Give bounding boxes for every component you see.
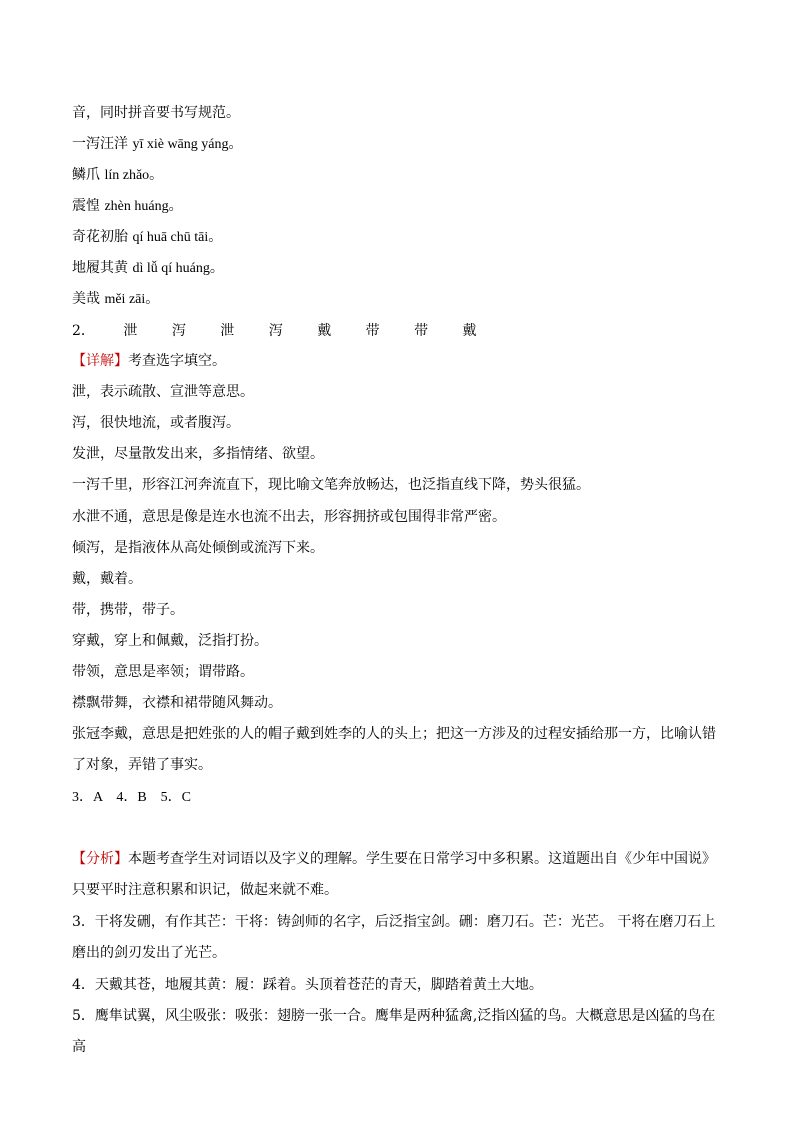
pinyin-item [72, 228, 222, 247]
period: 。 [209, 260, 224, 276]
word: 美哉 [72, 291, 100, 307]
period: 。 [168, 198, 183, 214]
period: 。 [208, 229, 223, 245]
answer-char: 泻 [268, 323, 283, 339]
q2-answer-row [72, 322, 507, 340]
pinyin: lín zhǎo [104, 168, 150, 183]
pinyin: měi zāi [104, 292, 146, 307]
period: 。 [149, 167, 164, 183]
answer-char: 戴 [462, 323, 477, 339]
pinyin: qí huā chū tāi [132, 230, 209, 245]
explanation: 泄，表示疏散、宣泄等意思。 [72, 384, 254, 400]
explanation: 穿戴，穿上和佩戴，泛指打扮。 [72, 633, 268, 649]
period: 。 [145, 291, 160, 307]
analysis-item: 4．天戴其苍，地履其黄：履：踩着。头顶着苍茫的青天，脚踏着黄土大地。 [72, 977, 543, 993]
analysis [72, 844, 722, 906]
explanation: 戴，戴着。 [72, 571, 142, 587]
explanation: 发泄，尽量散发出来，多指情绪、欲望。 [72, 446, 324, 462]
answers-3-5: 3．A 4．B 5．C [72, 790, 192, 805]
analysis-item: 5．鹰隼试翼，风尘吸张：吸张：翅膀一张一合。鹰隼是两种猛禽,泛指凶猛的鸟。大概意思是凶猛的鸟在高 [72, 1008, 716, 1055]
pinyin: dì lǚ qí huáng [132, 261, 210, 276]
analysis-tag: 【分析】 [72, 851, 128, 867]
answer-char: 戴 [317, 323, 332, 339]
explanation: 倾泻，是指液体从高处倾倒或流泻下来。 [72, 540, 324, 556]
word: 奇花初胎 [72, 229, 128, 245]
analysis-item: 3．干将发硎，有作其芒：干将：铸剑师的名字，后泛指宝剑。硎：磨刀石。芒：光芒。 干将在磨刀石上磨出的剑刃发出了光芒。 [72, 914, 716, 961]
word: 震惶 [72, 198, 100, 214]
explanation: 一泻千里，形容江河奔流直下，现比喻文笔奔放畅达，也泛指直线下降，势头很猛。 [72, 477, 590, 493]
explanation-wrapped: 张冠李戴，意思是把姓张的人的帽子戴到姓李的人的头上；把这一方涉及的过程安插给那一方，比喻认错了对象，弄错了事实。 [72, 726, 716, 773]
pinyin-item [72, 259, 224, 278]
explanation: 带，携带，带子。 [72, 602, 184, 618]
answer-char: 泻 [171, 323, 186, 339]
pinyin-item [72, 197, 183, 216]
explanation: 水泄不通，意思是像是连水也流不出去，形容拥挤或包围得非常严密。 [72, 509, 506, 525]
pinyin-item [72, 290, 159, 309]
explanation: 带领，意思是率领；谓带路。 [72, 664, 254, 680]
period: 。 [228, 136, 243, 152]
detail-text: 考查选字填空。 [128, 353, 226, 369]
pinyin: yī xiè wāng yáng [132, 137, 229, 152]
answer-char: 带 [365, 323, 380, 339]
q2-detail [72, 352, 226, 370]
answer-char: 泄 [220, 323, 235, 339]
word: 鳞爪 [72, 167, 100, 183]
pinyin: zhèn huáng [104, 199, 169, 214]
word: 一泻汪洋 [72, 136, 128, 152]
analysis-text: 本题考查学生对词语以及字义的理解。学生要在日常学习中多积累。这道题出自《少年中国说》只要平时注意积累和识记，做起来就不难。 [72, 851, 716, 898]
pinyin-item [72, 135, 242, 154]
answer-char: 带 [414, 323, 429, 339]
question-number: 2． [72, 323, 95, 339]
explanation: 襟飘带舞，衣襟和裙带随风舞动。 [72, 695, 282, 711]
pinyin-item [72, 166, 163, 185]
answer-char: 泄 [123, 323, 138, 339]
pinyin-intro: 音，同时拼音要书写规范。 [72, 105, 240, 121]
detail-tag: 【详解】 [72, 353, 128, 369]
explanation: 泻，很快地流，或者腹泻。 [72, 415, 240, 431]
word: 地履其黄 [72, 260, 128, 276]
